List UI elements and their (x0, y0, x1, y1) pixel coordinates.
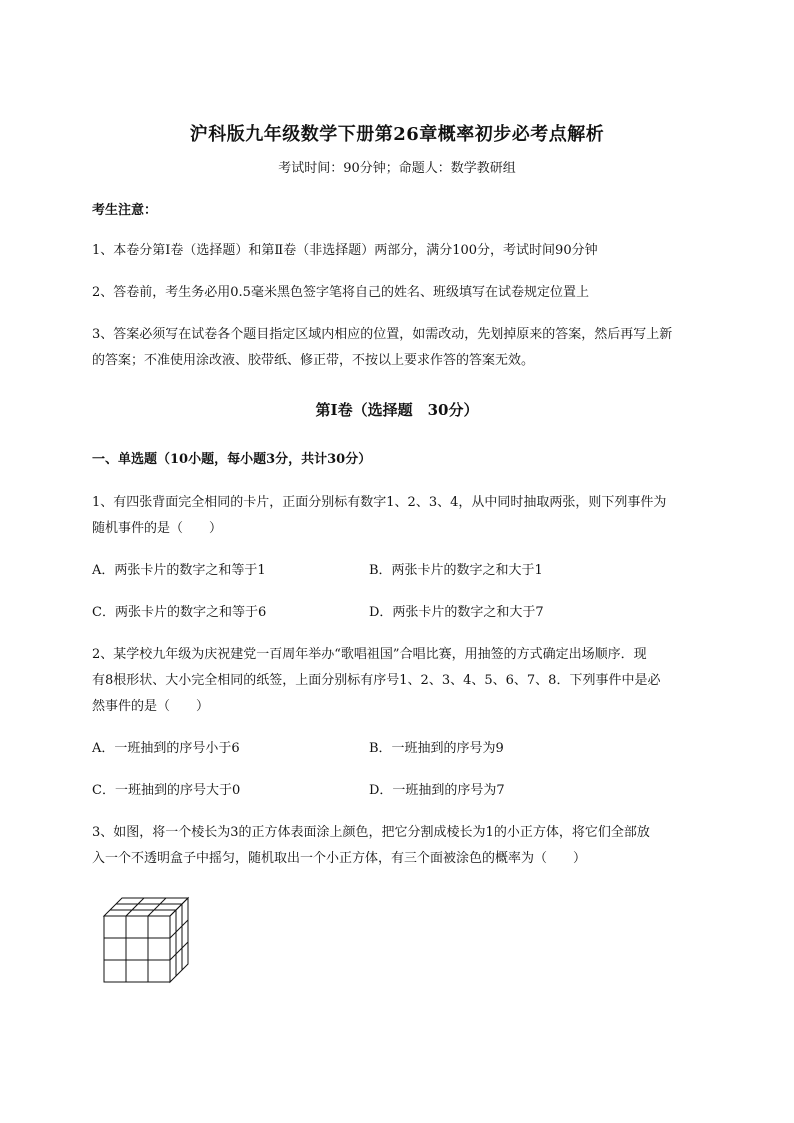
question-1-option-d[interactable]: D．两张卡片的数字之和大于7 (369, 605, 544, 620)
question-2-option-d[interactable]: D．一班抽到的序号为7 (369, 783, 505, 798)
question-2-stem-line-2: 有8根形状、大小完全相同的纸签，上面分别标有序号1、2、3、4、5、6、7、8．下列事件中是必 (92, 673, 661, 688)
part-heading: 一、单选题（10小题，每小题3分，共计30分） (92, 452, 372, 467)
question-2-stem-line-1: 2、某学校九年级为庆祝建党一百周年举办“歌唱祖国”合唱比赛，用抽签的方式确定出场顺序．现 (92, 647, 647, 662)
question-3-stem-line-2: 入一个不透明盒子中摇匀，随机取出一个小正方体，有三个面被涂色的概率为（ ） (92, 851, 587, 866)
section-title: 第I卷（选择题 30分） (315, 401, 479, 419)
question-2-option-a[interactable]: A．一班抽到的序号小于6 (92, 741, 240, 756)
question-2-stem-line-3: 然事件的是（ ） (92, 699, 210, 714)
question-1-option-a[interactable]: A．两张卡片的数字之和等于1 (92, 563, 266, 578)
page-title: 沪科版九年级数学下册第26章概率初步必考点解析 (189, 124, 605, 145)
cube-figure (98, 892, 198, 984)
notice-heading: 考生注意： (92, 203, 158, 218)
question-1-stem-line-1: 1、有四张背面完全相同的卡片，正面分别标有数字1、2、3、4，从中同时抽取两张，则下列事件为 (92, 495, 667, 510)
question-2-option-c[interactable]: C．一班抽到的序号大于0 (92, 783, 241, 798)
question-1-option-c[interactable]: C．两张卡片的数字之和等于6 (92, 605, 267, 620)
question-1-option-b[interactable]: B．两张卡片的数字之和大于1 (369, 563, 543, 578)
notice-item-3: 3、答案必须写在试卷各个题目指定区域内相应的位置，如需改动，先划掉原来的答案，然后再写上新 (92, 327, 673, 342)
question-1-stem-line-2: 随机事件的是（ ） (92, 521, 223, 536)
question-3-stem-line-1: 3、如图，将一个棱长为3的正方体表面涂上颜色，把它分割成棱长为1的小正方体，将它们全部放 (92, 825, 650, 840)
exam-info: 考试时间：90分钟；命题人：数学教研组 (278, 161, 516, 176)
notice-item-1: 1、本卷分第I卷（选择题）和第Ⅱ卷（非选择题）两部分，满分100分，考试时间90分钟 (92, 243, 598, 258)
notice-item-2: 2、答卷前，考生务必用0.5毫米黑色签字笔将自己的姓名、班级填写在试卷规定位置上 (92, 285, 589, 300)
question-2-option-b[interactable]: B．一班抽到的序号为9 (369, 741, 504, 756)
notice-item-3-cont: 的答案；不准使用涂改液、胶带纸、修正带，不按以上要求作答的答案无效。 (92, 353, 535, 368)
